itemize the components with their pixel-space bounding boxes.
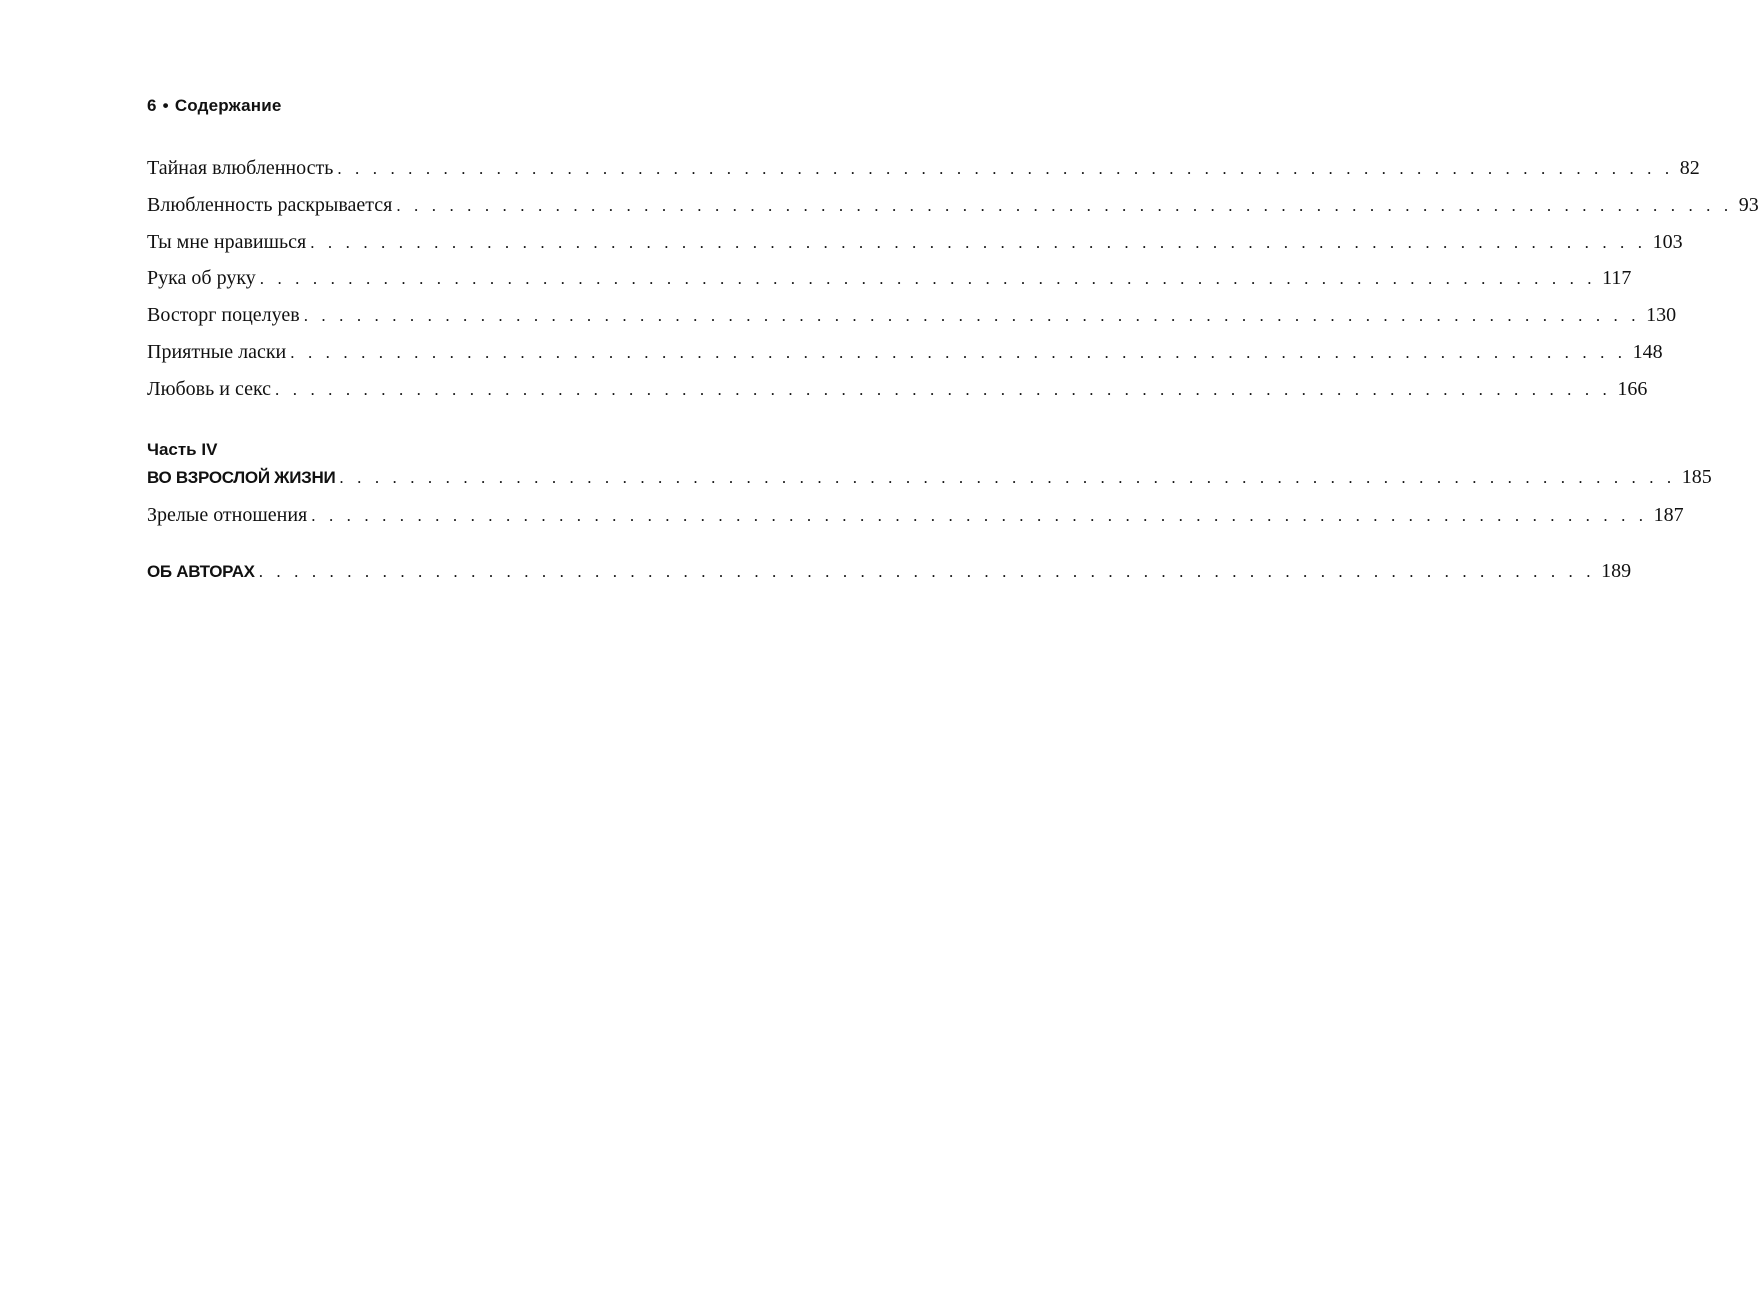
toc-part-heading-page: 185 bbox=[1681, 466, 1712, 488]
running-head-title: Содержание bbox=[174, 96, 282, 115]
toc-leader-dots: . . . . . . . . . . . . . . . . . . . . . . . . . . . . . . . . . . . . . . . . . . . . . . . . . . . . . . . . . . . . . . . . . . . . . . . . . . . . bbox=[258, 562, 1596, 581]
toc-entry[interactable] bbox=[147, 301, 1677, 329]
toc-leader-dots: . . . . . . . . . . . . . . . . . . . . . . . . . . . . . . . . . . . . . . . . . . . . . . . . . . . . . . . . . . . . . . . . . . . . . . . . . . . . bbox=[310, 233, 1647, 252]
toc-leader-dots: . . . . . . . . . . . . . . . . . . . . . . . . . . . . . . . . . . . . . . . . . . . . . . . . . . . . . . . . . . . . . . . . . . . . . . . . . . . . bbox=[337, 159, 1674, 178]
toc-entry[interactable] bbox=[147, 375, 1648, 403]
toc-entry-title: Любовь и секс bbox=[147, 378, 272, 400]
running-head-separator: • bbox=[162, 96, 169, 115]
toc-entry-page: 82 bbox=[1679, 157, 1700, 179]
toc-leader-dots: . . . . . . . . . . . . . . . . . . . . . . . . . . . . . . . . . . . . . . . . . . . . . . . . . . . . . . . . . . . . . . . . . . . . . . . . . . . . bbox=[339, 468, 1676, 487]
toc-about-authors[interactable] bbox=[147, 557, 1632, 585]
toc-entry-title: Восторг поцелуев bbox=[147, 304, 300, 326]
toc-entry-title: Рука об руку bbox=[147, 267, 256, 289]
toc-entry-title: Ты мне нравишься bbox=[147, 231, 307, 253]
toc-leader-dots: . . . . . . . . . . . . . . . . . . . . . . . . . . . . . . . . . . . . . . . . . . . . . . . . . . . . . . . . . . . . . . . . . . . . . . . . . . . . bbox=[259, 269, 1597, 288]
toc-entry[interactable] bbox=[147, 191, 1759, 219]
toc-leader-dots: . . . . . . . . . . . . . . . . . . . . . . . . . . . . . . . . . . . . . . . . . . . . . . . . . . . . . . . . . . . . . . . . . . . . . . . . . . . . bbox=[290, 343, 1627, 362]
toc-about-authors-title: ОБ АВТОРАХ bbox=[147, 562, 255, 581]
part-label: Часть IV bbox=[147, 440, 218, 459]
toc-about-authors-page: 189 bbox=[1601, 560, 1632, 582]
toc-entry[interactable] bbox=[147, 501, 1684, 529]
toc-entry-page: 148 bbox=[1632, 341, 1663, 363]
toc-leader-dots: . . . . . . . . . . . . . . . . . . . . . . . . . . . . . . . . . . . . . . . . . . . . . . . . . . . . . . . . . . . . . . . . . . . . . . . . . . . . bbox=[311, 506, 1648, 525]
toc-entry-title: Приятные ласки bbox=[147, 341, 287, 363]
toc-entry[interactable] bbox=[147, 228, 1683, 256]
toc-entry[interactable] bbox=[147, 154, 1700, 182]
toc-part-heading[interactable] bbox=[147, 463, 1712, 491]
toc-entry-page: 103 bbox=[1652, 231, 1683, 253]
toc-entry-page: 93 bbox=[1738, 194, 1759, 216]
toc-leader-dots: . . . . . . . . . . . . . . . . . . . . . . . . . . . . . . . . . . . . . . . . . . . . . . . . . . . . . . . . . . . . . . . . . . . . . . . . . . . . bbox=[396, 196, 1733, 215]
toc-entry-page: 117 bbox=[1602, 267, 1632, 289]
toc-entry[interactable] bbox=[147, 264, 1632, 292]
page-number: 6 bbox=[147, 96, 157, 115]
toc-part-heading-title: ВО ВЗРОСЛОЙ ЖИЗНИ bbox=[147, 468, 336, 487]
toc-entry-page: 166 bbox=[1617, 378, 1648, 400]
toc-entry-title: Тайная влюбленность bbox=[147, 157, 334, 179]
toc-entry[interactable] bbox=[147, 338, 1663, 366]
running-head bbox=[147, 96, 282, 116]
toc-entry-title: Зрелые отношения bbox=[147, 504, 308, 526]
toc-leader-dots: . . . . . . . . . . . . . . . . . . . . . . . . . . . . . . . . . . . . . . . . . . . . . . . . . . . . . . . . . . . . . . . . . . . . . . . . . . . . bbox=[303, 306, 1641, 325]
toc-entry-title: Влюбленность раскрывается bbox=[147, 194, 393, 216]
toc-entry-page: 130 bbox=[1646, 304, 1677, 326]
toc-entry-page: 187 bbox=[1653, 504, 1684, 526]
toc-leader-dots: . . . . . . . . . . . . . . . . . . . . . . . . . . . . . . . . . . . . . . . . . . . . . . . . . . . . . . . . . . . . . . . . . . . . . . . . . . . . bbox=[275, 380, 1612, 399]
